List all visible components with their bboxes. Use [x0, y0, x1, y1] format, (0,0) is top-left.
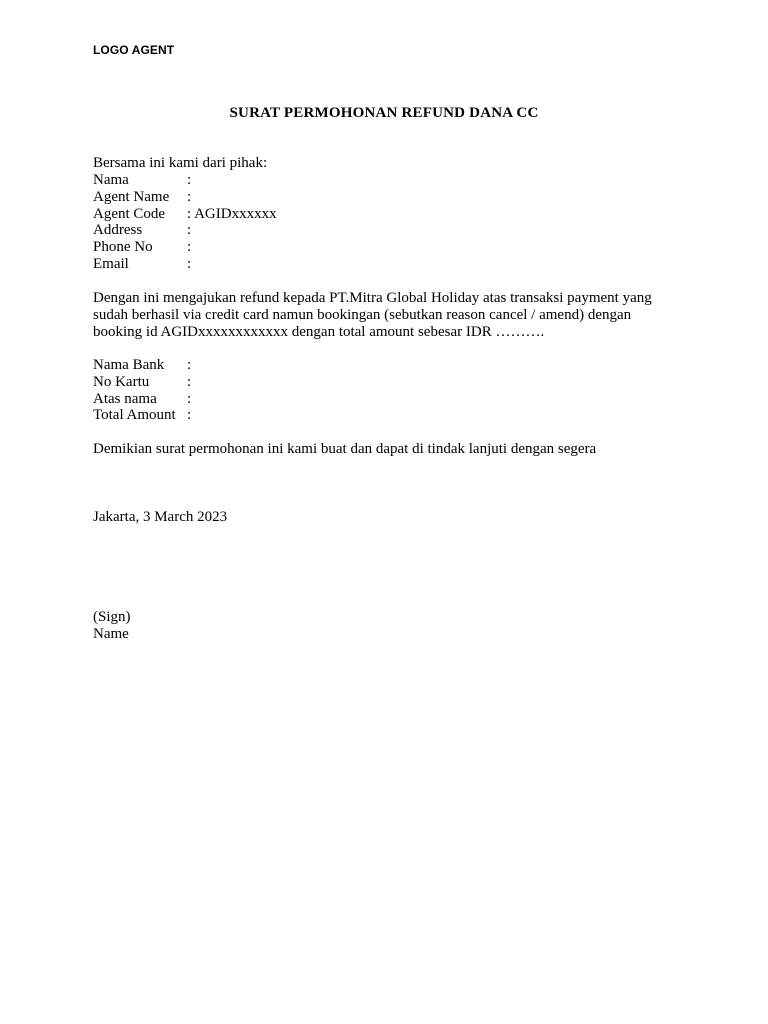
- field-label: Nama: [93, 172, 129, 188]
- field-label: Address: [93, 222, 143, 239]
- refund-request-paragraph: [93, 290, 683, 340]
- letter-title: SURAT PERMOHONAN REFUND DANA CC: [229, 105, 539, 121]
- field-row-atas-nama: [93, 391, 191, 408]
- field-label: Email: [93, 255, 129, 272]
- field-label: Agent Code: [93, 205, 166, 222]
- field-label: Agent Name: [93, 188, 170, 205]
- field-value: :: [187, 373, 192, 390]
- logo-agent: LOGO AGENT: [93, 43, 175, 57]
- field-value: :: [187, 222, 192, 239]
- field-row-agent-name: [93, 189, 277, 206]
- field-value: :: [187, 188, 192, 205]
- paragraph-line: Dengan ini mengajukan refund kepada PT.Mitra Global Holiday atas transaksi payment yang: [93, 290, 652, 306]
- signer-name: Name: [93, 626, 129, 642]
- field-label: Nama Bank: [93, 357, 165, 373]
- intro-text: Bersama ini kami dari pihak:: [93, 155, 268, 171]
- field-label: Total Amount: [93, 407, 176, 424]
- field-value: : AGIDxxxxxx: [187, 205, 277, 222]
- field-label: Phone No: [93, 239, 153, 256]
- field-row-agent-code: [93, 206, 277, 223]
- field-row-nama: [93, 172, 277, 189]
- field-label: No Kartu: [93, 373, 150, 390]
- paragraph-line: booking id AGIDxxxxxxxxxxxx dengan total amount sebesar IDR ……….: [93, 323, 545, 340]
- field-value: :: [187, 255, 192, 272]
- place-date: Jakarta, 3 March 2023: [93, 509, 228, 525]
- field-row-no-kartu: [93, 374, 191, 391]
- closing-text: Demikian surat permohonan ini kami buat dan dapat di tindak lanjuti dengan segera: [93, 441, 597, 457]
- field-row-email: [93, 256, 277, 273]
- field-value: :: [187, 239, 192, 256]
- paragraph-line: sudah berhasil via credit card namun bookingan (sebutkan reason cancel / amend) dengan: [93, 306, 632, 323]
- field-value: :: [187, 172, 192, 188]
- field-row-phone: [93, 239, 277, 256]
- signature-placeholder: (Sign): [93, 609, 131, 625]
- field-value: :: [187, 390, 192, 407]
- bank-fields: [93, 357, 191, 424]
- field-label: Atas nama: [93, 390, 157, 407]
- agent-fields: [93, 172, 277, 273]
- field-row-address: [93, 222, 277, 239]
- field-row-total-amount: [93, 407, 191, 424]
- field-row-nama-bank: [93, 357, 191, 374]
- field-value: :: [187, 407, 192, 424]
- field-value: :: [187, 357, 192, 373]
